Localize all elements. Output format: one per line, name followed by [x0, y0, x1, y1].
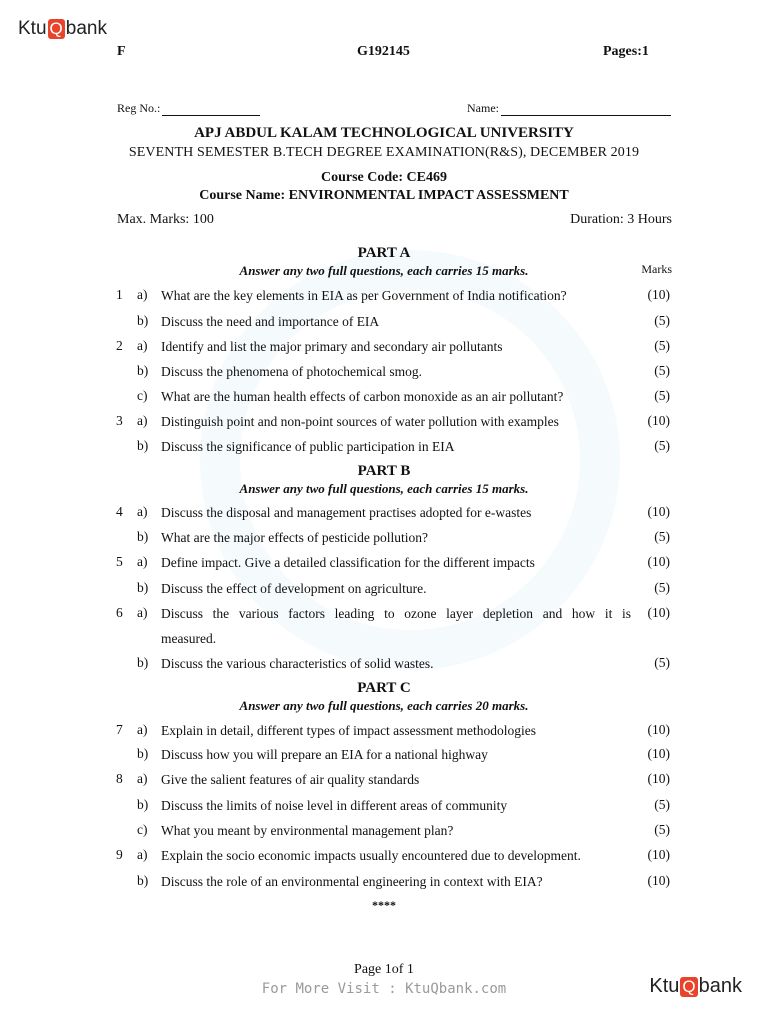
- logo-q-badge: Q: [682, 976, 696, 996]
- question-number: 5: [116, 554, 123, 569]
- name-label: Name:: [467, 101, 499, 115]
- question-marks: (10): [647, 413, 670, 428]
- ktuqbank-logo-bottom[interactable]: [649, 975, 742, 998]
- sub-question-label: b): [137, 438, 149, 453]
- sub-question-label: b): [137, 873, 149, 888]
- logo-text-pre: Ktu: [649, 975, 680, 997]
- logo-text-pre: Ktu: [18, 18, 47, 39]
- part-b-instruction: Answer any two full questions, each carries 15 marks.: [239, 481, 529, 496]
- course-name: Course Name: ENVIRONMENTAL IMPACT ASSESSMENT: [199, 188, 569, 203]
- paper-code: G192145: [357, 44, 410, 59]
- sub-question-label: a): [137, 605, 148, 620]
- reg-no-blank: [162, 103, 260, 116]
- question-number: 2: [116, 338, 123, 353]
- question-text: What are the major effects of pesticide pollution?: [161, 530, 429, 545]
- reg-no-label: Reg No.:: [117, 101, 161, 115]
- university-name: APJ ABDUL KALAM TECHNOLOGICAL UNIVERSITY: [194, 125, 574, 141]
- logo-text-post: bank: [698, 975, 742, 997]
- name-blank: [501, 103, 671, 116]
- sub-question-label: a): [137, 287, 148, 302]
- name-field: [467, 101, 671, 116]
- question-text: Define impact. Give a detailed classification for the different impacts: [161, 555, 535, 570]
- sub-question-label: b): [137, 655, 149, 670]
- part-b-title: PART B: [357, 463, 411, 479]
- question-marks: (5): [654, 797, 670, 812]
- logo-q-badge: Q: [49, 19, 63, 38]
- page-count: Pages:1: [603, 44, 649, 59]
- sub-question-label: a): [137, 338, 148, 353]
- paper-set: F: [117, 44, 126, 59]
- sub-question-label: a): [137, 722, 148, 737]
- question-marks: (10): [647, 873, 670, 888]
- sub-question-label: b): [137, 580, 149, 595]
- question-text: Discuss how you will prepare an EIA for a national highway: [161, 747, 488, 762]
- question-text: Discuss the phenomena of photochemical smog.: [161, 364, 422, 379]
- question-marks: (5): [654, 580, 670, 595]
- question-text: Discuss the limits of noise level in different areas of community: [161, 798, 508, 813]
- question-text-continued: measured.: [161, 631, 217, 646]
- question-text: Discuss the significance of public participation in EIA: [161, 439, 455, 454]
- sub-question-label: a): [137, 504, 148, 519]
- part-c-instruction: Answer any two full questions, each carries 20 marks.: [239, 698, 529, 713]
- question-marks: (10): [647, 847, 670, 862]
- question-marks: (5): [654, 529, 670, 544]
- question-number: 6: [116, 605, 123, 620]
- question-text: What you meant by environmental management plan?: [161, 823, 454, 838]
- question-text: Discuss the various characteristics of solid wastes.: [161, 656, 434, 671]
- max-marks: Max. Marks: 100: [117, 212, 214, 227]
- question-marks: (5): [654, 363, 670, 378]
- reg-no-field: [117, 101, 260, 116]
- question-marks: (5): [654, 655, 670, 670]
- question-marks: (5): [654, 388, 670, 403]
- question-number: 3: [116, 413, 123, 428]
- sub-question-label: b): [137, 746, 149, 761]
- question-text: What are the human health effects of carbon monoxide as an air pollutant?: [161, 389, 564, 404]
- footer-website-link[interactable]: For More Visit : KtuQbank.com: [261, 981, 507, 997]
- question-text: Distinguish point and non-point sources of water pollution with examples: [161, 414, 559, 429]
- marks-column-label: Marks: [641, 262, 672, 276]
- logo-text-post: bank: [65, 18, 107, 39]
- question-text: Discuss the role of an environmental engineering in context with EIA?: [161, 874, 543, 889]
- sub-question-label: b): [137, 313, 149, 328]
- question-number: 8: [116, 771, 123, 786]
- question-text: Explain the socio economic impacts usually encountered due to development.: [161, 848, 581, 863]
- part-c-title: PART C: [357, 680, 411, 696]
- sub-question-label: c): [137, 822, 148, 837]
- part-a-title: PART A: [357, 245, 411, 261]
- sub-question-label: b): [137, 363, 149, 378]
- question-text: Discuss the effect of development on agriculture.: [161, 581, 427, 596]
- sub-question-label: a): [137, 554, 148, 569]
- question-marks: (5): [654, 822, 670, 837]
- question-number: 7: [116, 722, 123, 737]
- exam-title: SEVENTH SEMESTER B.TECH DEGREE EXAMINATION(R&S), DECEMBER 2019: [128, 145, 640, 160]
- duration: Duration: 3 Hours: [570, 212, 672, 227]
- question-marks: (10): [647, 287, 670, 302]
- question-marks: (10): [647, 504, 670, 519]
- question-marks: (5): [654, 313, 670, 328]
- question-number: 4: [116, 504, 123, 519]
- ktuqbank-logo-top[interactable]: [18, 18, 107, 40]
- sub-question-label: b): [137, 797, 149, 812]
- sub-question-label: a): [137, 847, 148, 862]
- page-number-footer: Page 1of 1: [354, 962, 414, 977]
- end-of-paper-mark: ****: [372, 898, 396, 912]
- sub-question-label: a): [137, 771, 148, 786]
- question-marks: (5): [654, 438, 670, 453]
- sub-question-label: b): [137, 529, 149, 544]
- question-text: What are the key elements in EIA as per Government of India notification?: [161, 288, 567, 303]
- part-a-instruction: Answer any two full questions, each carries 15 marks.: [239, 263, 529, 278]
- question-number: 9: [116, 847, 123, 862]
- question-text: Discuss the various factors leading to ozone layer depletion and how it is: [161, 606, 631, 621]
- question-marks: (10): [647, 605, 670, 620]
- question-marks: (10): [647, 722, 670, 737]
- question-marks: (10): [647, 746, 670, 761]
- question-marks: (5): [654, 338, 670, 353]
- question-number: 1: [116, 287, 123, 302]
- question-text: Identify and list the major primary and secondary air pollutants: [161, 339, 503, 354]
- question-marks: (10): [647, 771, 670, 786]
- question-marks: (10): [647, 554, 670, 569]
- question-text: Explain in detail, different types of impact assessment methodologies: [161, 723, 537, 738]
- question-text: Give the salient features of air quality standards: [161, 772, 420, 787]
- question-text: Discuss the disposal and management practises adopted for e-wastes: [161, 505, 532, 520]
- question-text: Discuss the need and importance of EIA: [161, 314, 380, 329]
- sub-question-label: a): [137, 413, 148, 428]
- course-code: Course Code: CE469: [321, 170, 447, 185]
- sub-question-label: c): [137, 388, 148, 403]
